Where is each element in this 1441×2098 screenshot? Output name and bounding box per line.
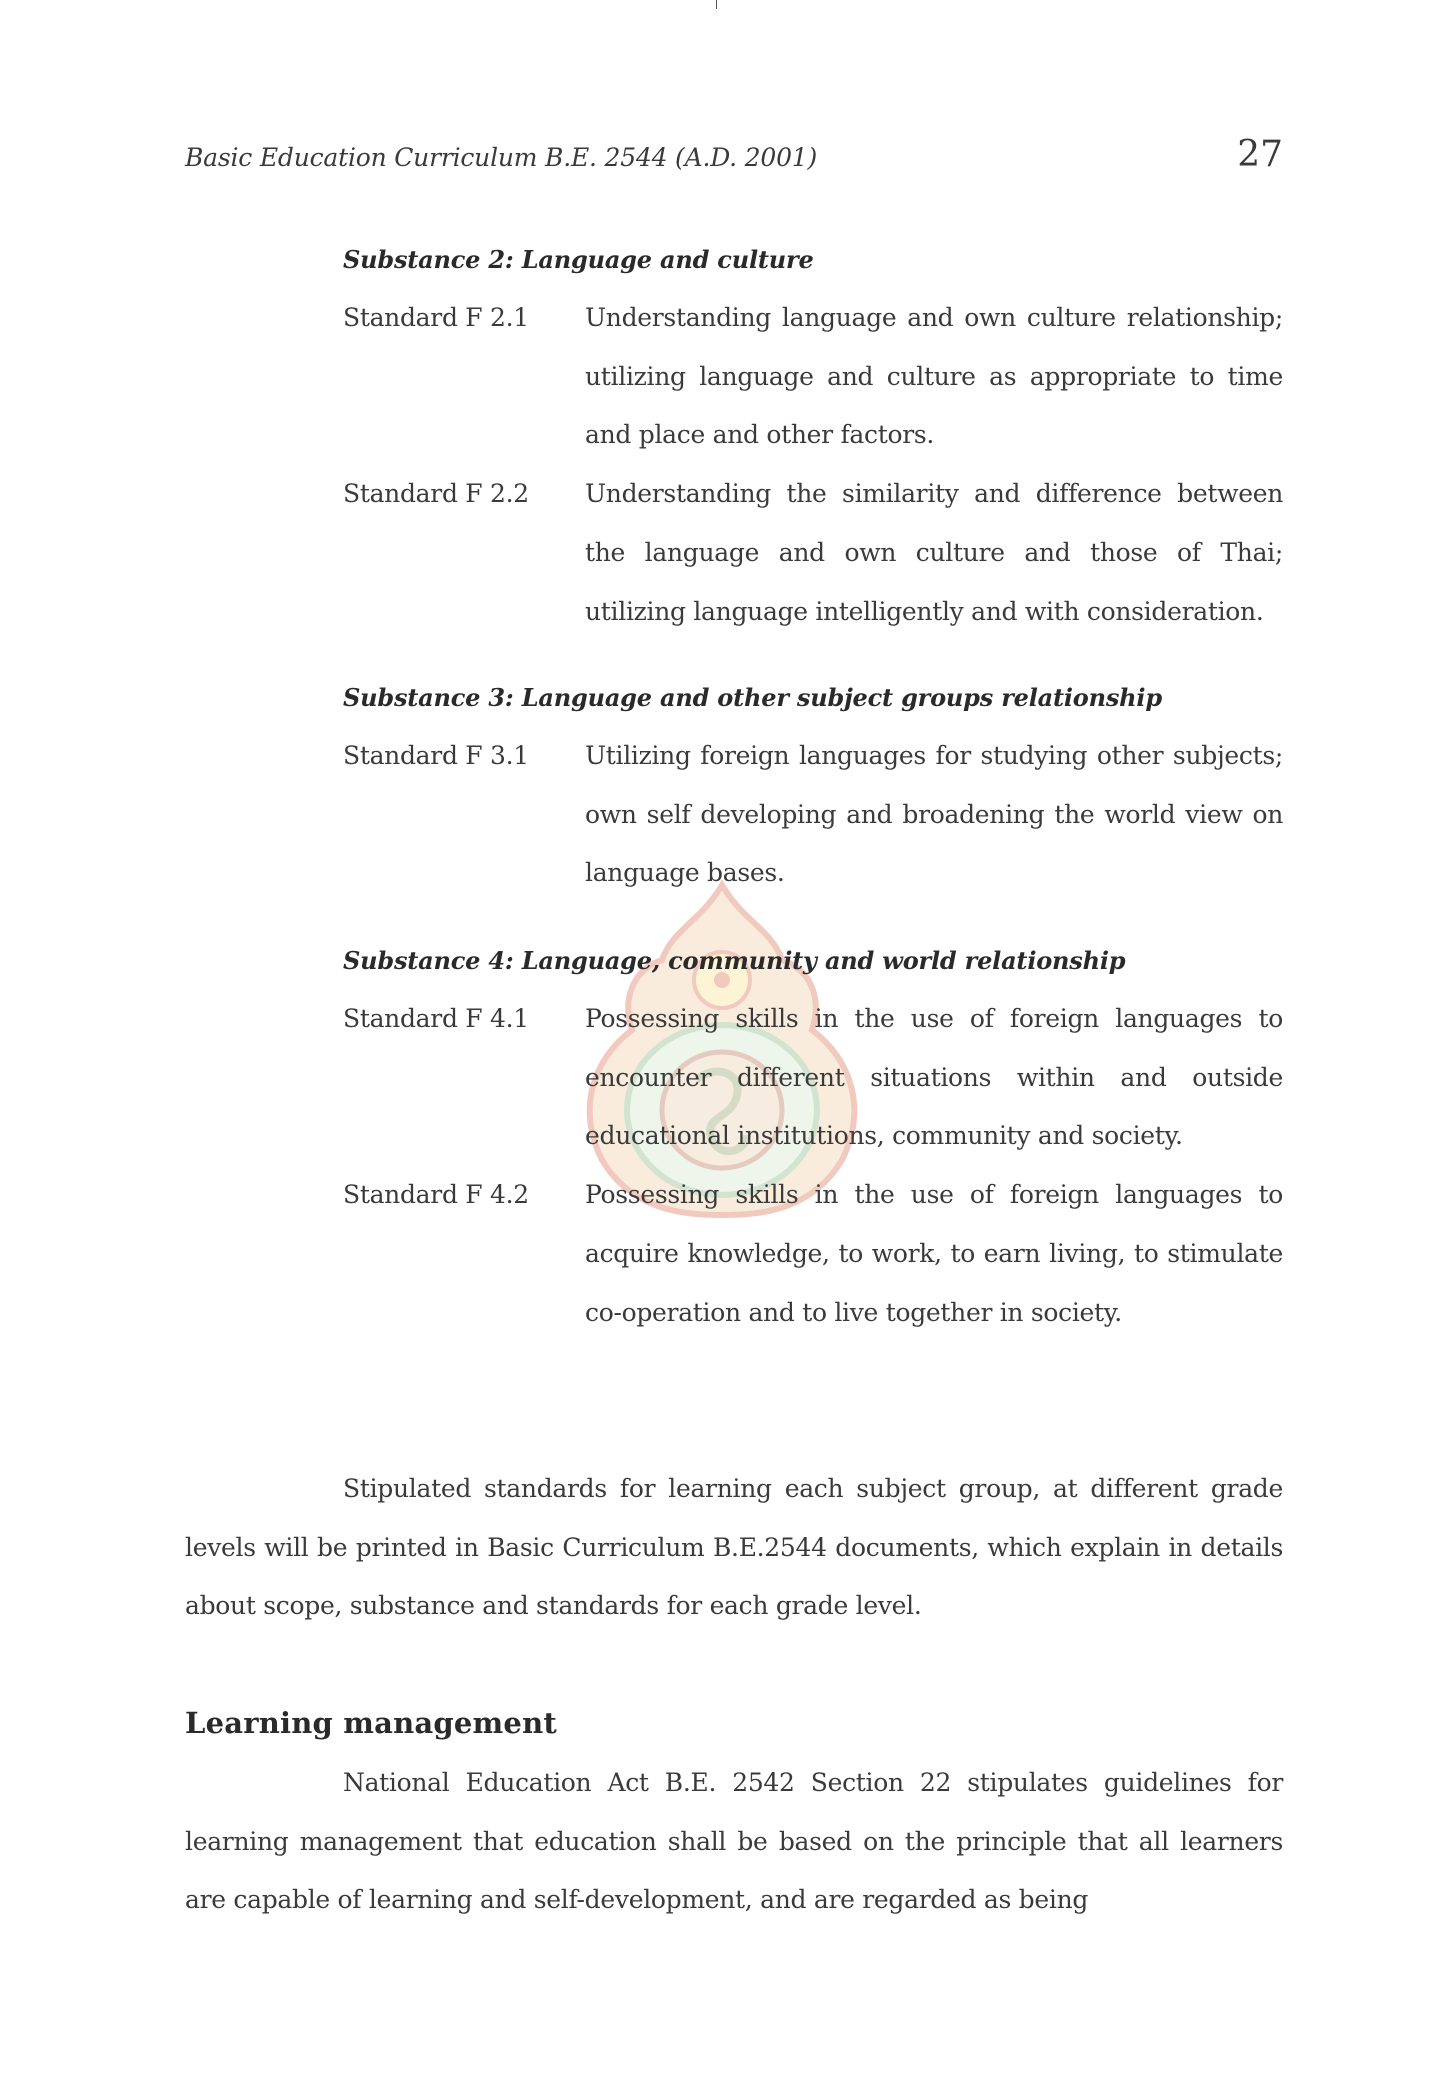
standard-description: Understanding the similarity and difference between the language and own culture and those of Thai; utilizing language intelligently and with consideration. <box>585 479 1283 626</box>
standard-label: Standard F 3.1 <box>343 741 529 770</box>
stipulated-standards-paragraph: Stipulated standards for learning each subject group, at different grade levels will be printed in Basic Curriculum B.E.2544 documents, which explain in details about scope, substance and standards for each grade level. <box>185 1474 1283 1621</box>
standard-row <box>343 741 1283 903</box>
substance-heading: Substance 4: Language, community and world relationship <box>343 946 1126 975</box>
standard-row <box>343 1004 1283 1166</box>
standard-description: Possessing skills in the use of foreign languages to acquire knowledge, to work, to earn living, to stimulate co-operation and to live together in society. <box>585 1180 1283 1327</box>
substance-heading: Substance 3: Language and other subject groups relationship <box>343 683 1162 712</box>
standard-description: Possessing skills in the use of foreign languages to encounter different situations within and outside educational institutions, community and society. <box>585 1004 1283 1151</box>
standard-label: Standard F 2.1 <box>343 303 529 332</box>
standard-row <box>343 303 1283 465</box>
learning-management-paragraph: National Education Act B.E. 2542 Section 22 stipulates guidelines for learning management that education shall be based on the principle that all learners are capable of learning and self-development, and are regarded as being <box>185 1768 1283 1915</box>
substance-2-section <box>343 245 1283 641</box>
standard-row <box>343 465 1283 641</box>
substance-3-section <box>343 683 1283 903</box>
section-title-learning-management: Learning management <box>185 1706 557 1740</box>
page-number: 27 <box>1237 134 1283 175</box>
running-header-title: Basic Education Curriculum B.E. 2544 (A.D. 2001) <box>185 143 818 172</box>
standard-row <box>343 1166 1283 1342</box>
substance-heading: Substance 2: Language and culture <box>343 245 814 274</box>
standard-label: Standard F 2.2 <box>343 479 529 509</box>
standard-description: Utilizing foreign languages for studying other subjects; own self developing and broadening the world view on language bases. <box>585 741 1283 888</box>
page-crop-tick <box>716 0 717 9</box>
substance-4-section <box>343 946 1283 1342</box>
standard-label: Standard F 4.1 <box>343 1004 529 1033</box>
standard-label: Standard F 4.2 <box>343 1180 529 1210</box>
standard-description: Understanding language and own culture relationship; utilizing language and culture as appropriate to time and place and other factors. <box>585 303 1283 450</box>
